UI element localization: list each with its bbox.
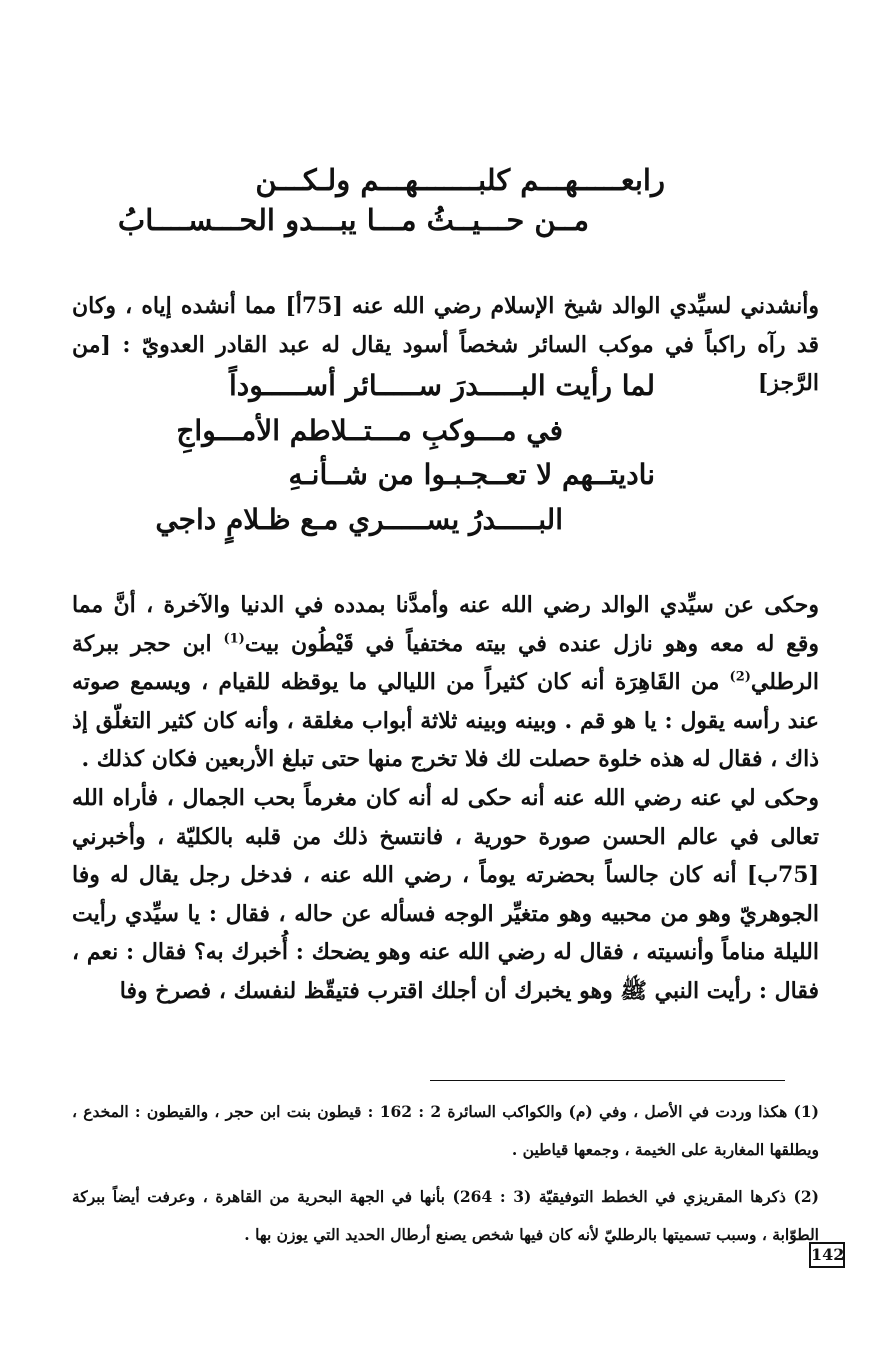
paragraph-story-2 [72,779,819,1010]
footnote-marker-2: (2) [729,669,751,685]
paragraph-story-1 [72,586,819,779]
paragraph-text: ابن حجر ببركة الرطلي [72,630,819,695]
page-number: 142 [809,1242,845,1268]
paragraph-text: وهو يخبرك أن أجلك اقترب فتيقّظ لنفسك ، فصرخ وفا [119,977,621,1004]
poem-line-2: في مـــوكبِ مـــتــلاطم الأمـــواجِ [176,414,563,447]
poem-line-3: ناديتــهم لا تعــجـبـوا من شــأنـهِ [288,458,655,491]
opening-verse-line-2: مــن حـــيــثُ مـــا يبـــدو الحـــســــابُ [117,203,589,237]
poem-line-1: لما رأيت البـــــدرَ ســـــائر أســـــوداً [228,369,655,402]
prophet-honorific: ﷺ [620,977,647,1004]
footnote-separator [430,1080,785,1081]
paragraph-text: وحكى عن سيِّدي الوالد رضي الله عنه وأمدَّنا بمدده في الدنيا والآخرة ، أنَّ مما وقع له معه وهو نازل عنده في بيته مختفياً في قَيْطُون بيت [72,592,819,657]
paragraph-text: وحكى لي عنه رضي الله عنه أنه حكى له أنه كان مغرماً بحب الجمال ، فأراه الله تعالى في عالم الحسن صورة حورية ، فانتسخ ذلك من قلبه بالكليّة ، وأخبرني [75ب] أنه كان جالساً بحضرته يوماً ، رضي الله عنه ، فدخل رجل يقال له وفا الجوهريّ وهو من محبيه وهو متغيِّر الوجه فسأله عن حاله ، فقال : يا سيِّدي رأيت الليلة مناماً وأنسيته ، فقال له رضي الله عنه وهو يضحك : أُخبرك به؟ فقال : نعم ، فقال : رأيت النبي [72,785,819,1004]
paragraph-text: من القَاهِرَة أنه كان كثيراً من الليالي ما يوقظه للقيام ، ويسمع صوته عند رأسه يقول : يا هو قم . وبينه وبينه ثلاثة أبواب مغلقة ، وأنه كان كثير التغلّق إذ ذاك ، فقال له هذه خلوة حصلت لك فلا تخرج منها حتى تبلغ الأربعين فكان كذلك . [72,669,819,772]
paragraph-recitation-intro: وأنشدني لسيِّدي الوالد شيخ الإسلام رضي الله عنه [75أ] مما أنشده إياه ، وكان قد رآه راكباً في موكب السائر شخصاً أسود يقال له عبد القادر العدويّ : [من الرَّجز] [72,293,819,396]
footnote-1: (1) هكذا وردت في الأصل ، وفي (م) والكواكب السائرة 2 : 162 : قيطون بنت ابن حجر ، والقيطون : المخدع ، ويطلقها المغاربة على الخيمة ، وجمعها قياطين . [72,1102,820,1159]
footnote-2: (2) ذكرها المقريزي في الخطط التوفيقيّة (3 : 264) بأنها في الجهة البحرية من القاهرة ، وعرفت أيضاً ببركة الطوّابة ، وسبب تسميتها بالرطليّ لأنه كان فيها شخص يصنع أرطال الحديد التي يوزن بها . [72,1187,820,1244]
opening-verse-line-1: رابعـــــهـــم كلبـــــــهـــم ولـكـــن [255,163,665,197]
poem-line-4: البـــــدرُ يســـــري مـع ظـلامٍ داجي [155,503,563,536]
footnote-marker-1: (1) [223,631,245,647]
